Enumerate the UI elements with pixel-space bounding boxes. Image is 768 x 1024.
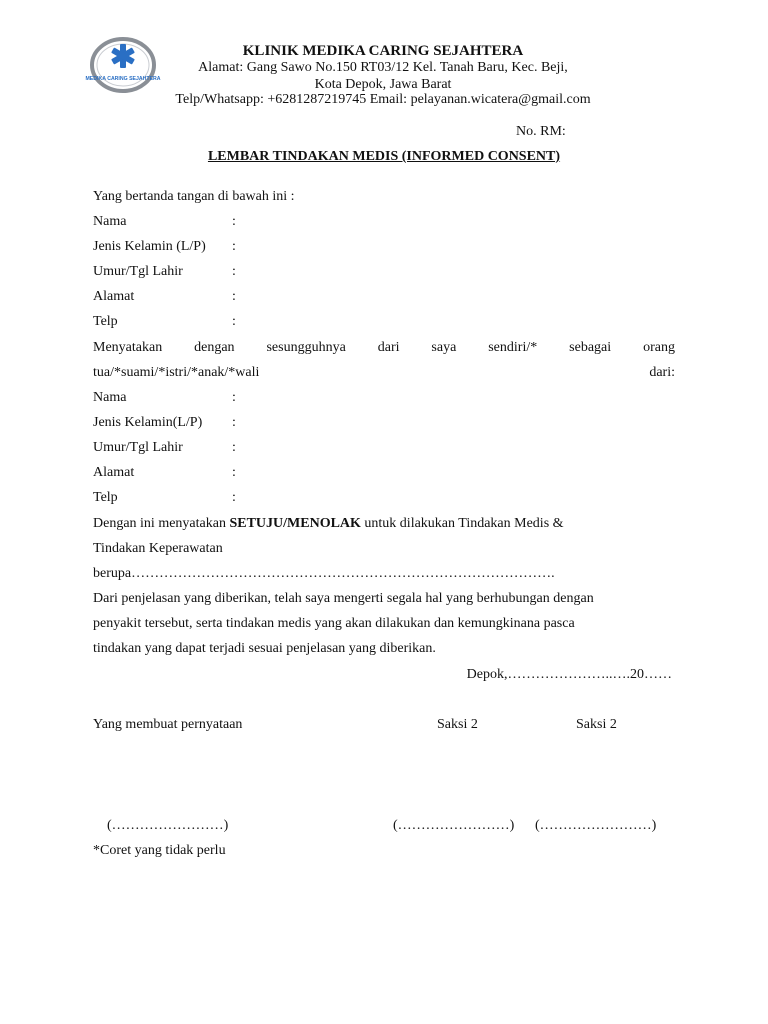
signer-gender-label: Jenis Kelamin (L/P) [93,239,206,254]
signer-age-label: Umur/Tgl Lahir [93,264,183,279]
document-title: LEMBAR TINDAKAN MEDIS (INFORMED CONSENT) [207,149,561,164]
clinic-contact: Telp/Whatsapp: +6281287219745 Email: pelayanan.wicatera@gmail.com [175,92,591,107]
clinic-address-line1: Alamat: Gang Sawo No.150 RT03/12 Kel. Tanah Baru, Kec. Beji, [198,60,568,75]
statement-word: Menyatakan [93,340,163,355]
consent-explanation-line1: Dari penjelasan yang diberikan, telah saya mengerti segala hal yang berhubungan dengan [93,591,594,606]
consent-choice: SETUJU/MENOLAK [229,516,361,531]
field-colon: : [232,415,236,430]
consent-prefix: Dengan ini menyatakan [93,516,230,531]
consent-explanation-line2: penyakit tersebut, serta tindakan medis yang akan dilakukan dan kemungkinana pasca [93,616,575,631]
statement-word: dari [377,340,400,355]
field-colon: : [232,440,236,455]
footnote: *Coret yang tidak perlu [93,843,226,858]
patient-name-label: Nama [93,390,127,405]
field-colon: : [232,239,236,254]
maker-signature-line: (……………………) [107,818,229,833]
consent-line2: Tindakan Keperawatan [93,541,223,556]
signer-address-label: Alamat [93,289,135,304]
patient-gender-label: Jenis Kelamin(L/P) [93,415,203,430]
clinic-logo [85,36,161,94]
field-colon: : [232,214,236,229]
medical-record-number: No. RM: [516,124,566,139]
witness2-label: Saksi 2 [576,717,617,732]
field-colon: : [232,465,236,480]
patient-age-label: Umur/Tgl Lahir [93,440,183,455]
clinic-name: KLINIK MEDIKA CARING SEJAHTERA [242,43,524,59]
consent-line1 [93,515,564,533]
field-colon: : [232,490,236,505]
field-colon: : [232,289,236,304]
field-colon: : [232,390,236,405]
witness1-signature-line: (……………………) [393,818,515,833]
statement-word: sebagai [569,340,612,355]
statement-word: dengan [194,340,235,355]
signer-name-label: Nama [93,214,127,229]
patient-address-label: Alamat [93,465,135,480]
consent-explanation-line3: tindakan yang dapat terjadi sesuai penjelasan yang diberikan. [93,641,436,656]
consent-suffix: untuk dilakukan Tindakan Medis & [360,516,564,531]
clinic-address-line2: Kota Depok, Jawa Barat [314,77,452,92]
logo-text: MEDIKA CARING SEJAHTERA [85,76,161,82]
patient-phone-label: Telp [93,490,118,505]
statement-line1 [93,339,675,357]
statement-word: orang [643,340,675,355]
statement-relation: tua/*suami/*istri/*anak/*wali [93,365,260,380]
statement-word: sendiri/* [488,340,538,355]
intro-text: Yang bertanda tangan di bawah ini : [93,189,295,204]
statement-word: saya [431,340,457,355]
field-colon: : [232,314,236,329]
witness1-label: Saksi 2 [437,717,478,732]
witness2-signature-line: (……………………) [535,818,657,833]
field-colon: : [232,264,236,279]
statement-word: sesungguhnya [266,340,346,355]
date-line: Depok,…………………..….20…… [466,667,672,682]
consent-procedure-line: berupa………………………………………………………………………………. [93,566,555,581]
statement-from: dari: [649,365,675,380]
maker-label: Yang membuat pernyataan [93,717,243,732]
signer-phone-label: Telp [93,314,118,329]
statement-line2 [93,364,675,382]
